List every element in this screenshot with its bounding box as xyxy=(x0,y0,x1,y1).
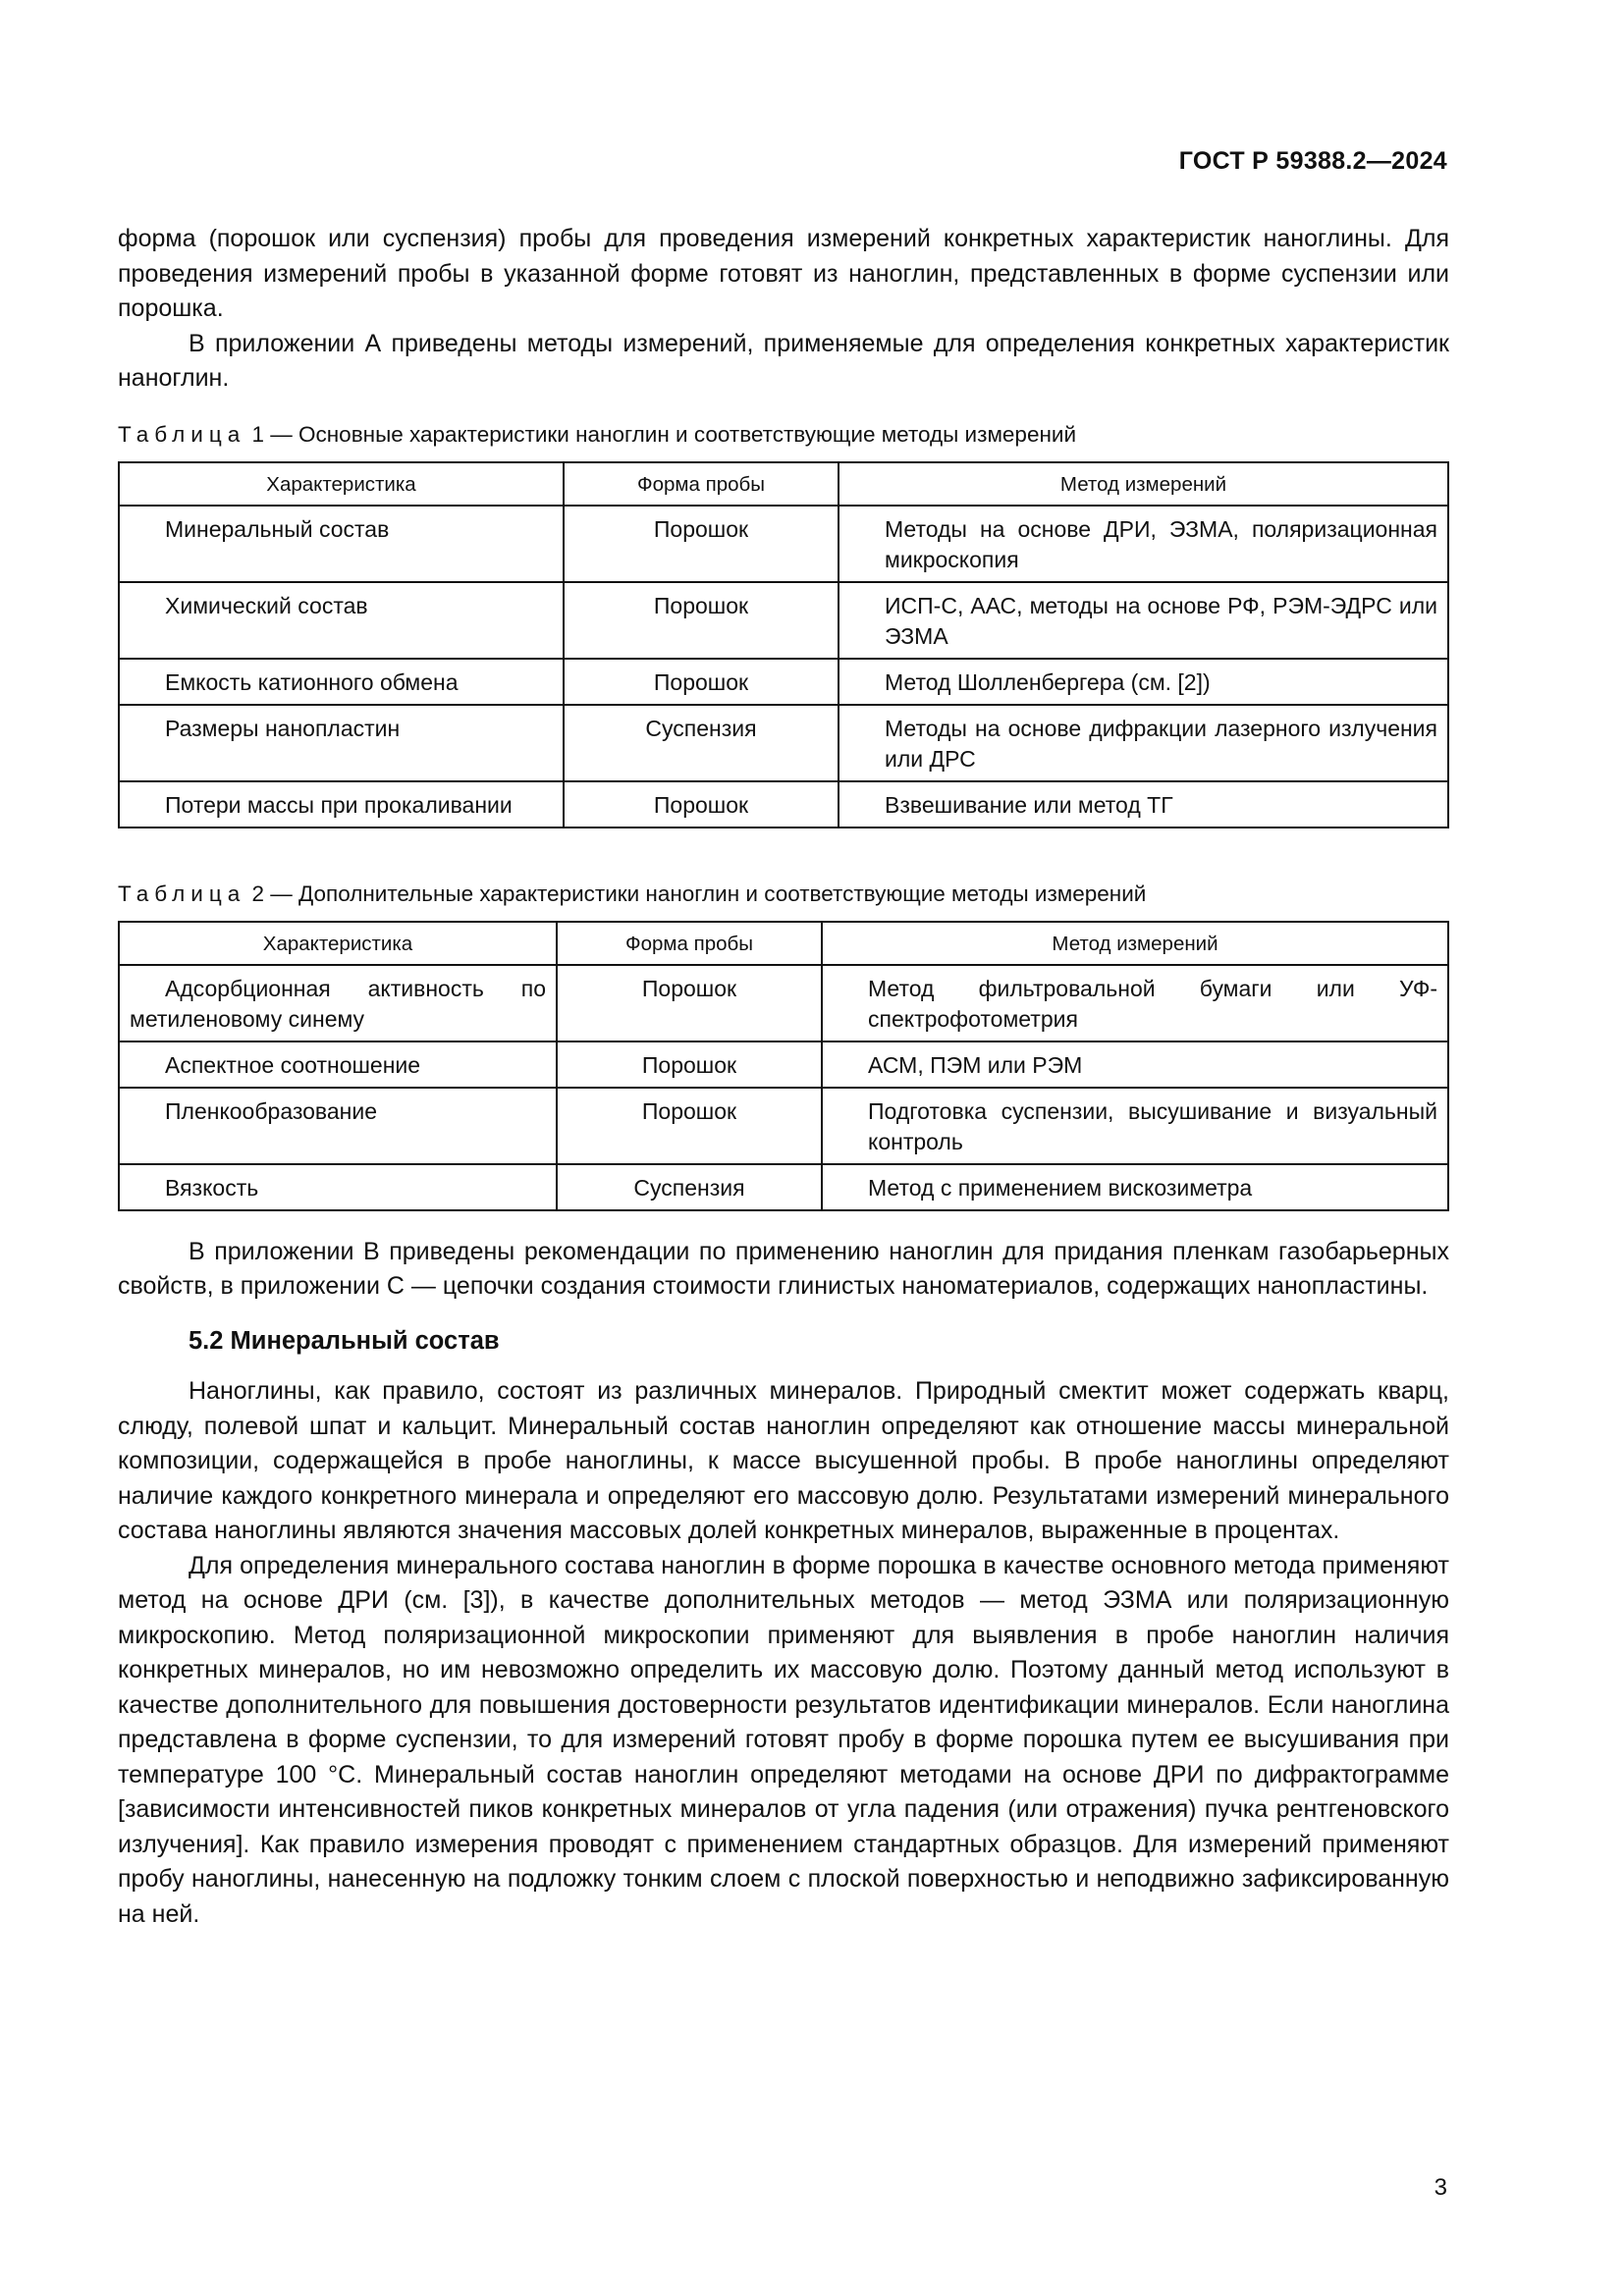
table-row xyxy=(119,705,1448,781)
table-cell: Методы на основе дифракции лазерного излучения или ДРС xyxy=(839,705,1448,781)
table-cell: Вязкость xyxy=(119,1164,557,1210)
table-1-label: Таблица xyxy=(118,421,246,447)
column-header: Характеристика xyxy=(119,462,564,506)
table-2-title: 2 — Дополнительные характеристики наноглин и соответствующие методы измерений xyxy=(245,881,1147,906)
table-cell: Порошок xyxy=(557,1088,822,1164)
table-cell: Суспензия xyxy=(564,705,839,781)
table-cell: Пленкообразование xyxy=(119,1088,557,1164)
table-1 xyxy=(118,461,1449,828)
table-cell: Аспектное соотношение xyxy=(119,1041,557,1088)
table-row xyxy=(119,506,1448,582)
table-header-row xyxy=(119,922,1448,965)
table-cell: Порошок xyxy=(564,506,839,582)
table-1-title: 1 — Основные характеристики наноглин и соответствующие методы измерений xyxy=(245,421,1077,447)
table-cell: Подготовка суспензии, высушивание и визуальный контроль xyxy=(822,1088,1448,1164)
table-cell: Метод фильтровальной бумаги или УФ-спектрофотометрия xyxy=(822,965,1448,1041)
section-paragraph-2: Для определения минерального состава наноглин в форме порошка в качестве основного метода применяют метод на основе ДРИ (см. [3]), в качестве дополнительных методов — метод ЭЗМА или поляризационную микроскопию. Метод поляризационной микроскопии применяют для выявления в пробе наноглин наличия конкретных минералов, но им невозможно определить их массовую долю. Поэтому данный метод используют в качестве дополнительного для повышения достоверности результатов идентификации минералов. Если наноглина представлена в форме суспензии, то для измерений готовят пробу в форме порошка путем ее высушивания при температуре 100 °С. Минеральный состав наноглин определяют методами на основе ДРИ по дифрактограмме [зависимости интенсивностей пиков конкретных минералов от угла падения (или отражения) пучка рентгеновского излучения]. Как правило измерения проводят с применением стандартных образцов. Для измерений применяют пробу наноглины, нанесенную на подложку тонким слоем с плоской поверхностью и неподвижно зафиксированную на ней. xyxy=(118,1551,1449,1928)
table-cell: Порошок xyxy=(557,1041,822,1088)
table-header-row xyxy=(119,462,1448,506)
table-cell: Порошок xyxy=(557,965,822,1041)
table-cell: Метод с применением вискозиметра xyxy=(822,1164,1448,1210)
table-cell: Порошок xyxy=(564,582,839,659)
table-row xyxy=(119,659,1448,705)
table-row xyxy=(119,1164,1448,1210)
column-header: Форма пробы xyxy=(557,922,822,965)
table-row xyxy=(119,1088,1448,1164)
table-cell: Суспензия xyxy=(557,1164,822,1210)
table-cell: Методы на основе ДРИ, ЭЗМА, поляризационная микроскопия xyxy=(839,506,1448,582)
column-header: Метод измерений xyxy=(839,462,1448,506)
table-cell: Адсорбционная активность по метиленовому синему xyxy=(119,965,557,1041)
table-cell: Взвешивание или метод ТГ xyxy=(839,781,1448,828)
table-1-caption xyxy=(118,420,1449,450)
intro-paragraph-1: форма (порошок или суспензия) пробы для проведения измерений конкретных характеристик наноглины. Для проведения измерений пробы в указанной форме готовят из наноглин, представленных в форме суспензии или порошка. xyxy=(118,225,1449,322)
page-body xyxy=(118,222,1449,1932)
table-2 xyxy=(118,921,1449,1211)
document-code: ГОСТ Р 59388.2—2024 xyxy=(1178,147,1447,175)
table-cell: Потери массы при прокаливании xyxy=(119,781,564,828)
spacer xyxy=(118,828,1449,856)
table-cell: Метод Шолленбергера (см. [2]) xyxy=(839,659,1448,705)
table-row xyxy=(119,965,1448,1041)
table-2-label: Таблица xyxy=(118,881,246,906)
table-row xyxy=(119,582,1448,659)
column-header: Форма пробы xyxy=(564,462,839,506)
table-cell: Минеральный состав xyxy=(119,506,564,582)
section-paragraph-1: Наноглины, как правило, состоят из различных минералов. Природный смектит может содержать кварц, слюду, полевой шпат и кальцит. Минеральный состав наноглин определяют как отношение массы минеральной композиции, содержащейся в пробе наноглины, к массе высушенной пробы. В пробе наноглины определяют наличие каждого конкретного минерала и определяют его массовую долю. Результатами измерений минерального состава наноглины являются значения массовых долей конкретных минералов, выраженные в процентах. xyxy=(118,1377,1449,1544)
table-row xyxy=(119,1041,1448,1088)
section-heading: 5.2 Минеральный состав xyxy=(189,1326,500,1355)
table-cell: Порошок xyxy=(564,659,839,705)
table-cell: АСМ, ПЭМ или РЭМ xyxy=(822,1041,1448,1088)
table-cell: ИСП-С, ААС, методы на основе РФ, РЭМ-ЭДРС или ЭЗМА xyxy=(839,582,1448,659)
table-cell: Размеры нанопластин xyxy=(119,705,564,781)
table-cell: Емкость катионного обмена xyxy=(119,659,564,705)
table-cell: Порошок xyxy=(564,781,839,828)
column-header: Характеристика xyxy=(119,922,557,965)
column-header: Метод измерений xyxy=(822,922,1448,965)
table-cell: Химический состав xyxy=(119,582,564,659)
page-number: 3 xyxy=(1434,2174,1447,2201)
table-2-caption xyxy=(118,880,1449,909)
table-row xyxy=(119,781,1448,828)
appendix-paragraph: В приложении В приведены рекомендации по применению наноглин для придания пленкам газобарьерных свойств, в приложении С — цепочки создания стоимости глинистых наноматериалов, содержащих нанопластины. xyxy=(118,1237,1449,1300)
intro-paragraph-2: В приложении А приведены методы измерений, применяемые для определения конкретных характеристик наноглин. xyxy=(118,329,1449,392)
